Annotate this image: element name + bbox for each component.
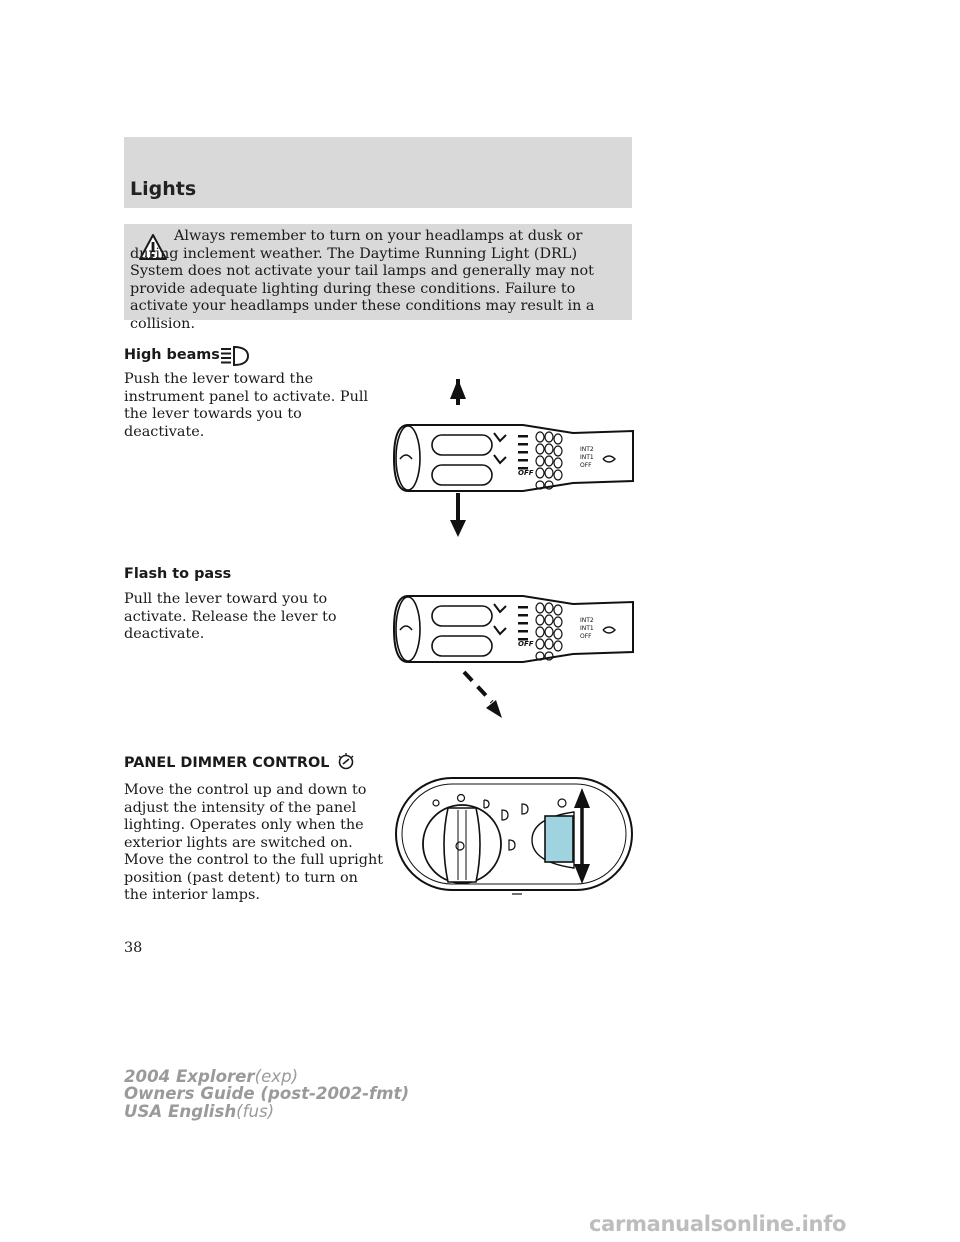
footer-line-2-title: Owners Guide (post-2002-fmt) <box>124 1084 410 1104</box>
flash-to-pass-text: Pull the lever toward you to activate. Release the lever to deactivate. <box>124 591 337 643</box>
panel-dimmer-icon <box>337 752 355 772</box>
lever-int2-label: INT2 <box>580 446 594 453</box>
lever-off-label-2: OFF <box>518 640 534 648</box>
section-title: Lights <box>130 178 197 200</box>
panel-dimmer-text-1: Move the control up and down to adjust the intensity of the panel lighting. Operates only when the exterior lights are switched on. <box>124 782 367 851</box>
lever-int1-label: INT1 <box>580 454 594 461</box>
watermark-link[interactable]: carmanualsonline.info <box>589 1212 847 1236</box>
lever-off-small-label-2: OFF <box>580 633 592 640</box>
lever-off-small-label: OFF <box>580 462 592 469</box>
flash-to-pass-heading: Flash to pass <box>124 566 232 582</box>
lever-int2-label-2: INT2 <box>580 617 594 624</box>
panel-dimmer-heading: PANEL DIMMER CONTROL <box>124 755 330 771</box>
multifunction-lever-diagram-flash-to-pass <box>388 588 638 723</box>
high-beam-icon <box>218 345 250 367</box>
footer-doc-info <box>124 1068 409 1120</box>
section-header-band <box>124 137 632 208</box>
panel-dimmer-text-2: Move the control to the full upright position (past detent) to turn on the interior lamps. <box>124 852 384 904</box>
page-number: 38 <box>124 940 143 956</box>
footer-line-1-title: 2004 Explorer <box>124 1067 255 1086</box>
dimmer-slider <box>545 816 573 862</box>
lever-int1-label-2: INT1 <box>580 625 594 632</box>
high-beams-text: Push the lever toward the instrument panel to activate. Pull the lever towards you to deactivate. <box>124 371 369 440</box>
headlamp-switch-diagram <box>392 766 637 906</box>
multifunction-lever-diagram-high-beams <box>388 375 638 540</box>
lever-off-label: OFF <box>518 469 534 477</box>
high-beams-heading: High beams <box>124 347 220 363</box>
footer-line-3-tag: (fus) <box>236 1101 275 1121</box>
warning-text: Always remember to turn on your headlamps at dusk or during inclement weather. The Daytime Running Light (DRL) System does not activate your tail lamps and generally may not provide adequate lighting during these conditions. Failure to activate your headlamps under these conditions may result in a collision. <box>130 228 595 332</box>
footer-line-3-title: USA English <box>124 1101 237 1121</box>
footer-line-1-tag: (exp) <box>254 1067 299 1086</box>
